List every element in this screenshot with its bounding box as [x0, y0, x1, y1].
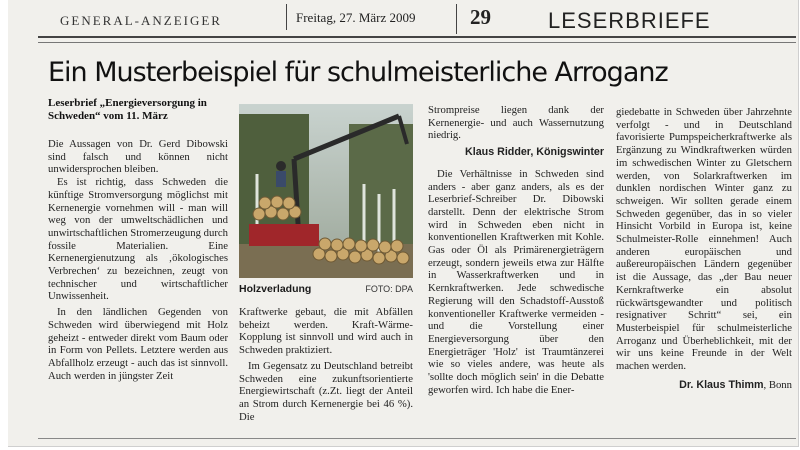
article-headline: Ein Musterbeispiel für schulmeisterliche Arroganz [48, 57, 668, 88]
text-column-4 [616, 106, 792, 391]
section-title: LESERBRIEFE [548, 8, 711, 33]
page-number: 29 [470, 5, 491, 29]
paragraph: Kraftwerke gebaut, die mit Abfällen beheizt werden. Kraft-Wärme-Kopplung ist sinnvoll und wird auch in Schweden praktiziert. [239, 306, 413, 357]
timber-loading-photo [239, 104, 413, 278]
paragraph: Die Verhältnisse in Schweden sind anders - aber ganz anders, als es der Leserbrief-Schreiber Dr. Dibowski darstellt. Denn der elektrische Strom wird in Schweden eben nicht in konventionellen Kraftwerken mit Kohle. Gas oder Öl als Primärenergieträgern erzeugt, sondern jeweils etwa zur Hälfte in Wasserkraftwerken und in Kernkraftwerken. Jede schwedische Regierung will den Schadstoff-Ausstoß konventioneller Kraftwerke vermeiden - und die Vorstellung einer Energieversorgung über den Energieträger 'Holz' ist Traumtänzerei wie so vieles andere, was heute als 'sollte doch möglich sein' in die Debatte geworfen wird. Ich habe die Ener- [428, 167, 604, 396]
letter-signature [428, 146, 604, 159]
paragraph: Im Gegensatz zu Deutschland betreibt Schweden eine zukunftsorientierte Energiewirtschaft (z.Zt. liegt der Anteil an Strom durch Kernenergie bei 46 %). Die [239, 359, 413, 423]
paragraph: giedebatte in Schweden über Jahrzehnte verfolgt - und in Deutschland favorisierte Pumpspeicherkraftwerke als Ergänzung zu Windkraftwerken würden im schwedischen Winter zu Gletschern werden, von Solarkraftwerken im dunklen nordischen Winter ganz zu schweigen. Wir sollten gerade einem Schweden gegenüber, das in so vieler Hinsicht Vorbild in Europa ist, keine Schulmeister-Rolle einnehmen! Auch anderen europäischen und außereuropäischen Ländern gegenüber ist die Aussage, das „der Bau neuer Kernkraftwerke ein absolut rückwärtsgewandter und politisch resignativer Schritt“ sei, ein Musterbeispiel für schulmeisterliche Arroganz und Überheblichkeit, mit der wir uns keine Freunde in der Welt machen werden. [616, 106, 792, 373]
kicker-title: „Energieversorgung in Schweden“ vom 11. März [48, 97, 207, 122]
header-divider-right [456, 4, 457, 34]
newspaper-page [8, 0, 799, 447]
text-column-1 [48, 138, 228, 382]
article-top-rule [38, 42, 796, 43]
newspaper-name: GENERAL-ANZEIGER [60, 13, 222, 28]
header-divider-left [286, 4, 287, 30]
signature-place: , Bonn [763, 378, 792, 391]
text-column-3 [428, 104, 604, 396]
text-column-2 [239, 306, 413, 423]
paragraph: Strompreise liegen dank der Kernenergie- und auch Wassernutzung niedrig. [428, 104, 604, 142]
paragraph: In den ländlichen Gegenden von Schweden wird überwiegend mit Holz geheizt - entweder direkt vom Baum oder in Form von Pellets. Letztere werden aus Abfallholz erzeugt - auch das ist sinnvoll. Auch werden in jüngster Zeit [48, 306, 228, 382]
signature-name: Klaus Ridder, Königswinter [465, 146, 604, 159]
photo-credit: FOTO: DPA [365, 284, 413, 294]
paragraph: Die Aussagen von Dr. Gerd Dibowski sind falsch und können nicht unwidersprochen bleiben. [48, 138, 228, 176]
letter-signature [616, 379, 792, 392]
paragraph: Es ist richtig, dass Schweden die künftige Stromversorgung möglichst mit Kernenergie vornehmen will - man will weg von der umweltschädlichen und unwirtschaftlichen Stromerzeugung durch fossile Materialien. Eine Kernenergienutzung als ‚ökologisches Verbrechen‘ zu bezeichnen, zeugt von technischer und wirtschaftlicher Unwissenheit. [48, 176, 228, 303]
timber-loading-illustration [239, 104, 413, 278]
article-bottom-rule [38, 438, 796, 439]
signature-name: Dr. Klaus Thimm [679, 378, 764, 391]
caption-title: Holzverladung [239, 283, 312, 295]
issue-date: Freitag, 27. März 2009 [296, 10, 416, 25]
photo-caption [239, 283, 413, 295]
kicker-label: Leserbrief [48, 97, 97, 109]
header-underline [38, 36, 796, 38]
letter-kicker [48, 97, 228, 123]
